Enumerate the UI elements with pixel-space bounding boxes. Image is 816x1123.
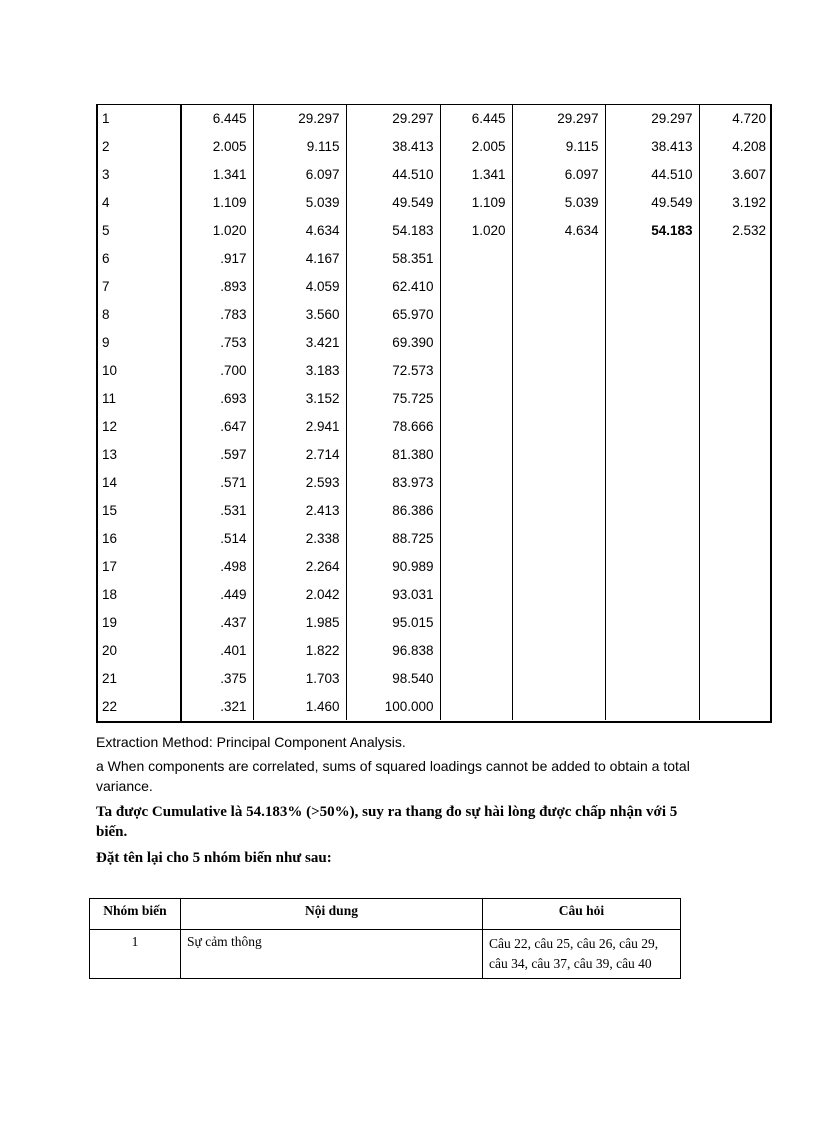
table-cell: 69.390	[346, 328, 440, 356]
table-cell	[699, 580, 772, 608]
table-cell: 49.549	[346, 188, 440, 216]
table-cell	[440, 552, 512, 580]
table-cell	[699, 272, 772, 300]
table-cell: 2.042	[253, 580, 346, 608]
table-cell: 72.573	[346, 356, 440, 384]
footnote-a: a When components are correlated, sums of squared loadings cannot be added to obtain a total variance.	[96, 758, 690, 794]
table-cell	[440, 692, 512, 720]
component-number-cell: 5	[102, 222, 110, 238]
table-row	[96, 132, 772, 160]
table-cell: 54.183	[346, 216, 440, 244]
table-row	[96, 608, 772, 636]
table-cell	[440, 468, 512, 496]
table-row	[96, 664, 772, 692]
component-number-cell: 17	[102, 558, 118, 574]
table-cell	[440, 272, 512, 300]
table-row	[96, 440, 772, 468]
table-cell: 3.560	[253, 300, 346, 328]
table-row	[96, 104, 772, 132]
table-cell	[512, 664, 605, 692]
component-number-cell: 14	[102, 474, 118, 490]
table-cell: 4.208	[699, 132, 772, 160]
table-cell: .531	[180, 496, 253, 524]
table-cell	[699, 384, 772, 412]
table-cell: .514	[180, 524, 253, 552]
table-cell: 96.838	[346, 636, 440, 664]
component-number-cell: 18	[102, 586, 118, 602]
table-cell: 5.039	[512, 188, 605, 216]
table-cell: .375	[180, 664, 253, 692]
table-cell	[605, 552, 699, 580]
variable-groups-table	[89, 898, 681, 979]
table-cell	[699, 552, 772, 580]
table-cell: 29.297	[346, 104, 440, 132]
table-cell	[440, 300, 512, 328]
table-cell: 1.020	[440, 216, 512, 244]
table-row	[96, 160, 772, 188]
table-cell	[605, 384, 699, 412]
table-cell: 2.714	[253, 440, 346, 468]
group-number: 1	[90, 930, 181, 979]
table-cell	[605, 580, 699, 608]
table-cell: 2.532	[699, 216, 772, 244]
table-cell: 1.822	[253, 636, 346, 664]
total-variance-table-divider	[180, 104, 182, 723]
table-cell	[440, 496, 512, 524]
table-cell	[699, 300, 772, 328]
table-row	[96, 524, 772, 552]
extraction-method-note: Extraction Method: Principal Component Analysis.	[96, 734, 406, 750]
table-cell: .753	[180, 328, 253, 356]
table-row	[96, 356, 772, 384]
table-row	[96, 552, 772, 580]
table-cell	[699, 636, 772, 664]
table-cell	[699, 412, 772, 440]
table-cell	[440, 664, 512, 692]
component-number-cell: 20	[102, 642, 118, 658]
table-cell: 65.970	[346, 300, 440, 328]
table-cell: .693	[180, 384, 253, 412]
table-row	[96, 188, 772, 216]
component-number-cell: 2	[102, 138, 110, 154]
table-cell: 90.989	[346, 552, 440, 580]
table-cell: 3.607	[699, 160, 772, 188]
group-content: Sự cảm thông	[181, 930, 483, 979]
table-cell	[512, 496, 605, 524]
table-cell	[605, 412, 699, 440]
table-cell: 62.410	[346, 272, 440, 300]
table-cell	[512, 524, 605, 552]
table-cell	[440, 412, 512, 440]
table-cell: .449	[180, 580, 253, 608]
table-cell: 38.413	[346, 132, 440, 160]
component-number-cell: 3	[102, 166, 110, 182]
table-cell	[512, 552, 605, 580]
groups-row	[90, 930, 681, 979]
table-cell: .917	[180, 244, 253, 272]
table-cell: 49.549	[605, 188, 699, 216]
table-cell: .647	[180, 412, 253, 440]
component-number-cell: 12	[102, 418, 118, 434]
component-number-cell: 15	[102, 502, 118, 518]
table-cell	[512, 692, 605, 720]
table-cell: 54.183	[605, 216, 699, 244]
component-number-cell: 1	[102, 110, 110, 126]
table-cell: 100.000	[346, 692, 440, 720]
group-questions: Câu 22, câu 25, câu 26, câu 29, câu 34, câu 37, câu 39, câu 40	[483, 930, 681, 979]
table-cell: 44.510	[605, 160, 699, 188]
table-cell: 6.097	[253, 160, 346, 188]
table-cell	[440, 328, 512, 356]
table-cell	[605, 440, 699, 468]
table-cell	[512, 272, 605, 300]
table-cell	[440, 608, 512, 636]
table-cell: .401	[180, 636, 253, 664]
table-cell: .597	[180, 440, 253, 468]
table-row	[96, 412, 772, 440]
table-cell	[440, 440, 512, 468]
table-cell	[440, 580, 512, 608]
table-cell	[440, 384, 512, 412]
table-cell: 44.510	[346, 160, 440, 188]
component-number-cell: 7	[102, 278, 110, 294]
total-variance-table	[96, 104, 772, 720]
table-cell: 93.031	[346, 580, 440, 608]
table-cell: 2.413	[253, 496, 346, 524]
table-cell	[605, 328, 699, 356]
table-cell	[699, 356, 772, 384]
component-number-cell: 9	[102, 334, 110, 350]
table-cell: 98.540	[346, 664, 440, 692]
table-cell: 81.380	[346, 440, 440, 468]
table-cell: 29.297	[605, 104, 699, 132]
table-row	[96, 468, 772, 496]
component-number-cell: 22	[102, 698, 118, 714]
table-cell: 3.183	[253, 356, 346, 384]
table-cell: 2.593	[253, 468, 346, 496]
component-number-cell: 11	[102, 390, 117, 406]
table-cell	[605, 272, 699, 300]
table-cell	[512, 636, 605, 664]
table-cell: 9.115	[512, 132, 605, 160]
table-cell	[699, 608, 772, 636]
table-cell: 1.985	[253, 608, 346, 636]
table-row	[96, 328, 772, 356]
table-row	[96, 692, 772, 720]
table-cell	[605, 636, 699, 664]
table-row	[96, 216, 772, 244]
table-cell	[440, 356, 512, 384]
table-cell: .893	[180, 272, 253, 300]
table-cell: .700	[180, 356, 253, 384]
table-cell: .437	[180, 608, 253, 636]
table-cell	[512, 244, 605, 272]
table-cell: 6.445	[440, 104, 512, 132]
table-row	[96, 496, 772, 524]
component-number-cell: 8	[102, 306, 110, 322]
table-cell	[699, 496, 772, 524]
table-cell	[512, 300, 605, 328]
table-cell: .783	[180, 300, 253, 328]
table-cell	[699, 328, 772, 356]
table-cell	[512, 608, 605, 636]
table-cell	[512, 328, 605, 356]
table-cell: 1.703	[253, 664, 346, 692]
table-row	[96, 384, 772, 412]
table-cell	[440, 636, 512, 664]
table-cell	[512, 412, 605, 440]
table-row	[96, 580, 772, 608]
table-cell	[605, 524, 699, 552]
table-cell: 2.005	[440, 132, 512, 160]
table-cell: 1.341	[180, 160, 253, 188]
table-cell: 4.634	[253, 216, 346, 244]
table-cell	[699, 440, 772, 468]
table-cell: 88.725	[346, 524, 440, 552]
component-number-cell: 10	[102, 362, 118, 378]
component-number-cell: 16	[102, 530, 118, 546]
table-cell	[512, 580, 605, 608]
table-cell: 2.941	[253, 412, 346, 440]
table-cell	[605, 300, 699, 328]
header-content: Nội dung	[181, 899, 483, 930]
table-cell: 4.167	[253, 244, 346, 272]
component-number-cell: 19	[102, 614, 118, 630]
header-group: Nhóm biến	[90, 899, 181, 930]
table-cell: 1.109	[180, 188, 253, 216]
table-cell	[699, 664, 772, 692]
table-row	[96, 636, 772, 664]
table-cell	[512, 356, 605, 384]
table-cell: 1.020	[180, 216, 253, 244]
table-cell: .498	[180, 552, 253, 580]
table-cell: 5.039	[253, 188, 346, 216]
table-cell	[699, 468, 772, 496]
table-cell	[512, 440, 605, 468]
table-cell: 95.015	[346, 608, 440, 636]
component-number-cell: 13	[102, 446, 118, 462]
table-cell: 78.666	[346, 412, 440, 440]
table-cell	[605, 692, 699, 720]
table-cell: 29.297	[512, 104, 605, 132]
table-cell: .571	[180, 468, 253, 496]
table-cell	[699, 244, 772, 272]
table-cell: 2.264	[253, 552, 346, 580]
table-cell	[699, 524, 772, 552]
table-cell: 6.445	[180, 104, 253, 132]
header-questions: Câu hỏi	[483, 899, 681, 930]
table-cell: 4.720	[699, 104, 772, 132]
table-cell	[605, 244, 699, 272]
table-cell: 1.109	[440, 188, 512, 216]
table-cell: 6.097	[512, 160, 605, 188]
table-cell	[512, 468, 605, 496]
table-cell: 2.005	[180, 132, 253, 160]
table-cell: 29.297	[253, 104, 346, 132]
table-cell	[605, 664, 699, 692]
table-cell	[440, 244, 512, 272]
table-cell	[440, 524, 512, 552]
table-cell: 4.634	[512, 216, 605, 244]
table-cell: 4.059	[253, 272, 346, 300]
table-row	[96, 244, 772, 272]
table-cell: .321	[180, 692, 253, 720]
table-cell: 2.338	[253, 524, 346, 552]
table-cell: 1.341	[440, 160, 512, 188]
conclusion-paragraph: Ta được Cumulative là 54.183% (>50%), suy ra thang đo sự hài lòng được chấp nhận với 5 biến.	[96, 804, 678, 840]
table-cell: 58.351	[346, 244, 440, 272]
table-cell: 3.152	[253, 384, 346, 412]
table-cell: 75.725	[346, 384, 440, 412]
table-cell: 83.973	[346, 468, 440, 496]
table-cell: 86.386	[346, 496, 440, 524]
component-number-cell: 21	[102, 670, 118, 686]
table-cell	[605, 608, 699, 636]
table-cell	[512, 384, 605, 412]
rename-intro-paragraph: Đặt tên lại cho 5 nhóm biến như sau:	[96, 850, 332, 866]
table-cell: 1.460	[253, 692, 346, 720]
table-cell	[605, 356, 699, 384]
table-cell	[605, 468, 699, 496]
table-row	[96, 300, 772, 328]
table-cell: 9.115	[253, 132, 346, 160]
table-cell	[605, 496, 699, 524]
groups-header-row	[90, 899, 681, 930]
table-cell: 3.192	[699, 188, 772, 216]
component-number-cell: 4	[102, 194, 110, 210]
component-number-cell: 6	[102, 250, 110, 266]
table-row	[96, 272, 772, 300]
table-cell	[699, 692, 772, 720]
table-cell: 38.413	[605, 132, 699, 160]
table-cell: 3.421	[253, 328, 346, 356]
